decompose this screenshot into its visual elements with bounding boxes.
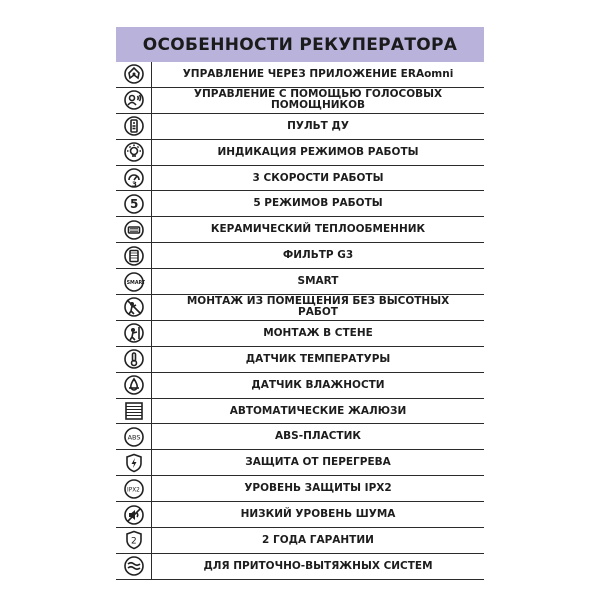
feature-label: ЗАЩИТА ОТ ПЕРЕГРЕВА bbox=[245, 456, 391, 469]
feature-row bbox=[116, 217, 484, 243]
svg-text:2: 2 bbox=[130, 536, 137, 547]
svg-text:IPX2: IPX2 bbox=[126, 487, 140, 494]
temperature-sensor-icon bbox=[123, 348, 145, 370]
feature-row bbox=[116, 191, 484, 217]
feature-row bbox=[116, 140, 484, 166]
feature-icon-cell bbox=[116, 269, 152, 294]
low-noise-icon bbox=[123, 504, 145, 526]
feature-label: ДЛЯ ПРИТОЧНО-ВЫТЯЖНЫХ СИСТЕМ bbox=[203, 559, 433, 572]
feature-label: 2 ГОДА ГАРАНТИИ bbox=[262, 533, 374, 546]
feature-label: ФИЛЬТР G3 bbox=[282, 249, 354, 262]
feature-icon-cell bbox=[116, 373, 152, 398]
feature-icon-cell bbox=[116, 399, 152, 424]
svg-text:SMART: SMART bbox=[126, 280, 145, 286]
remote-control-icon bbox=[123, 115, 145, 137]
feature-label: УПРАВЛЕНИЕ ЧЕРЕЗ ПРИЛОЖЕНИЕ ERAomni bbox=[182, 67, 454, 80]
feature-row bbox=[116, 424, 484, 450]
feature-icon-cell bbox=[116, 191, 152, 216]
feature-label: ДАТЧИК ВЛАЖНОСТИ bbox=[251, 378, 385, 391]
svg-text:3: 3 bbox=[131, 180, 137, 189]
supply-exhaust-icon bbox=[123, 555, 145, 577]
svg-text:5: 5 bbox=[129, 196, 138, 211]
feature-icon-cell bbox=[116, 476, 152, 501]
feature-icon-cell bbox=[116, 450, 152, 475]
feature-icon-cell bbox=[116, 88, 152, 113]
overheat-protection-icon bbox=[123, 452, 145, 474]
feature-row bbox=[116, 502, 484, 528]
ceramic-exchanger-icon bbox=[123, 219, 145, 241]
feature-row bbox=[116, 373, 484, 399]
feature-icon-cell bbox=[116, 528, 152, 553]
feature-icon-cell bbox=[116, 243, 152, 268]
feature-label: УРОВЕНЬ ЗАЩИТЫ IPX2 bbox=[244, 482, 392, 495]
mode-indication-icon bbox=[123, 141, 145, 163]
feature-label: 5 РЕЖИМОВ РАБОТЫ bbox=[253, 197, 383, 210]
ipx2-icon bbox=[123, 478, 145, 500]
feature-icon-cell bbox=[116, 166, 152, 191]
feature-label: АВТОМАТИЧЕСКИЕ ЖАЛЮЗИ bbox=[229, 404, 407, 417]
abs-icon bbox=[123, 426, 145, 448]
feature-label: УПРАВЛЕНИЕ С ПОМОЩЬЮ ГОЛОСОВЫХ ПОМОЩНИКОВ bbox=[193, 88, 443, 112]
feature-icon-cell bbox=[116, 347, 152, 372]
feature-row bbox=[116, 321, 484, 347]
feature-label: НИЗКИЙ УРОВЕНЬ ШУМА bbox=[240, 508, 396, 521]
feature-label: 3 СКОРОСТИ РАБОТЫ bbox=[252, 171, 384, 184]
feature-row bbox=[116, 399, 484, 425]
feature-label: ПУЛЬТ ДУ bbox=[287, 119, 349, 132]
warranty-icon bbox=[123, 529, 145, 551]
feature-icon-cell bbox=[116, 62, 152, 87]
feature-icon-cell bbox=[116, 502, 152, 527]
feature-label: ИНДИКАЦИЯ РЕЖИМОВ РАБОТЫ bbox=[217, 145, 419, 158]
features-sheet bbox=[116, 27, 484, 580]
feature-row bbox=[116, 450, 484, 476]
feature-row bbox=[116, 528, 484, 554]
feature-row bbox=[116, 114, 484, 140]
filter-icon bbox=[123, 245, 145, 267]
feature-list bbox=[116, 62, 484, 580]
feature-row bbox=[116, 166, 484, 192]
app-control-icon bbox=[123, 63, 145, 85]
indoor-install-icon bbox=[123, 296, 145, 318]
feature-label: КЕРАМИЧЕСКИЙ ТЕПЛООБМЕННИК bbox=[210, 223, 426, 236]
feature-label: МОНТАЖ ИЗ ПОМЕЩЕНИЯ БЕЗ ВЫСОТНЫХ РАБОТ bbox=[186, 295, 450, 319]
feature-label: МОНТАЖ В СТЕНЕ bbox=[263, 326, 373, 339]
feature-row bbox=[116, 269, 484, 295]
feature-row bbox=[116, 88, 484, 114]
voice-assistant-icon bbox=[123, 89, 145, 111]
feature-row bbox=[116, 62, 484, 88]
feature-label: ABS-ПЛАСТИК bbox=[275, 430, 361, 443]
three-speeds-icon bbox=[123, 167, 145, 189]
feature-row bbox=[116, 476, 484, 502]
svg-text:ABS: ABS bbox=[127, 433, 141, 442]
feature-row bbox=[116, 295, 484, 321]
feature-row bbox=[116, 243, 484, 269]
feature-icon-cell bbox=[116, 114, 152, 139]
feature-icon-cell bbox=[116, 217, 152, 242]
feature-row bbox=[116, 347, 484, 373]
feature-icon-cell bbox=[116, 295, 152, 320]
feature-icon-cell bbox=[116, 321, 152, 346]
humidity-sensor-icon bbox=[123, 374, 145, 396]
feature-row bbox=[116, 554, 484, 580]
smart-icon bbox=[123, 271, 145, 293]
feature-label: ДАТЧИК ТЕМПЕРАТУРЫ bbox=[245, 352, 391, 365]
feature-icon-cell bbox=[116, 554, 152, 579]
feature-icon-cell bbox=[116, 424, 152, 449]
blinds-icon bbox=[123, 400, 145, 422]
feature-label: SMART bbox=[297, 275, 339, 288]
page-title: ОСОБЕННОСТИ РЕКУПЕРАТОРА bbox=[116, 27, 484, 62]
wall-install-icon bbox=[123, 322, 145, 344]
five-modes-icon bbox=[123, 193, 145, 215]
feature-icon-cell bbox=[116, 140, 152, 165]
